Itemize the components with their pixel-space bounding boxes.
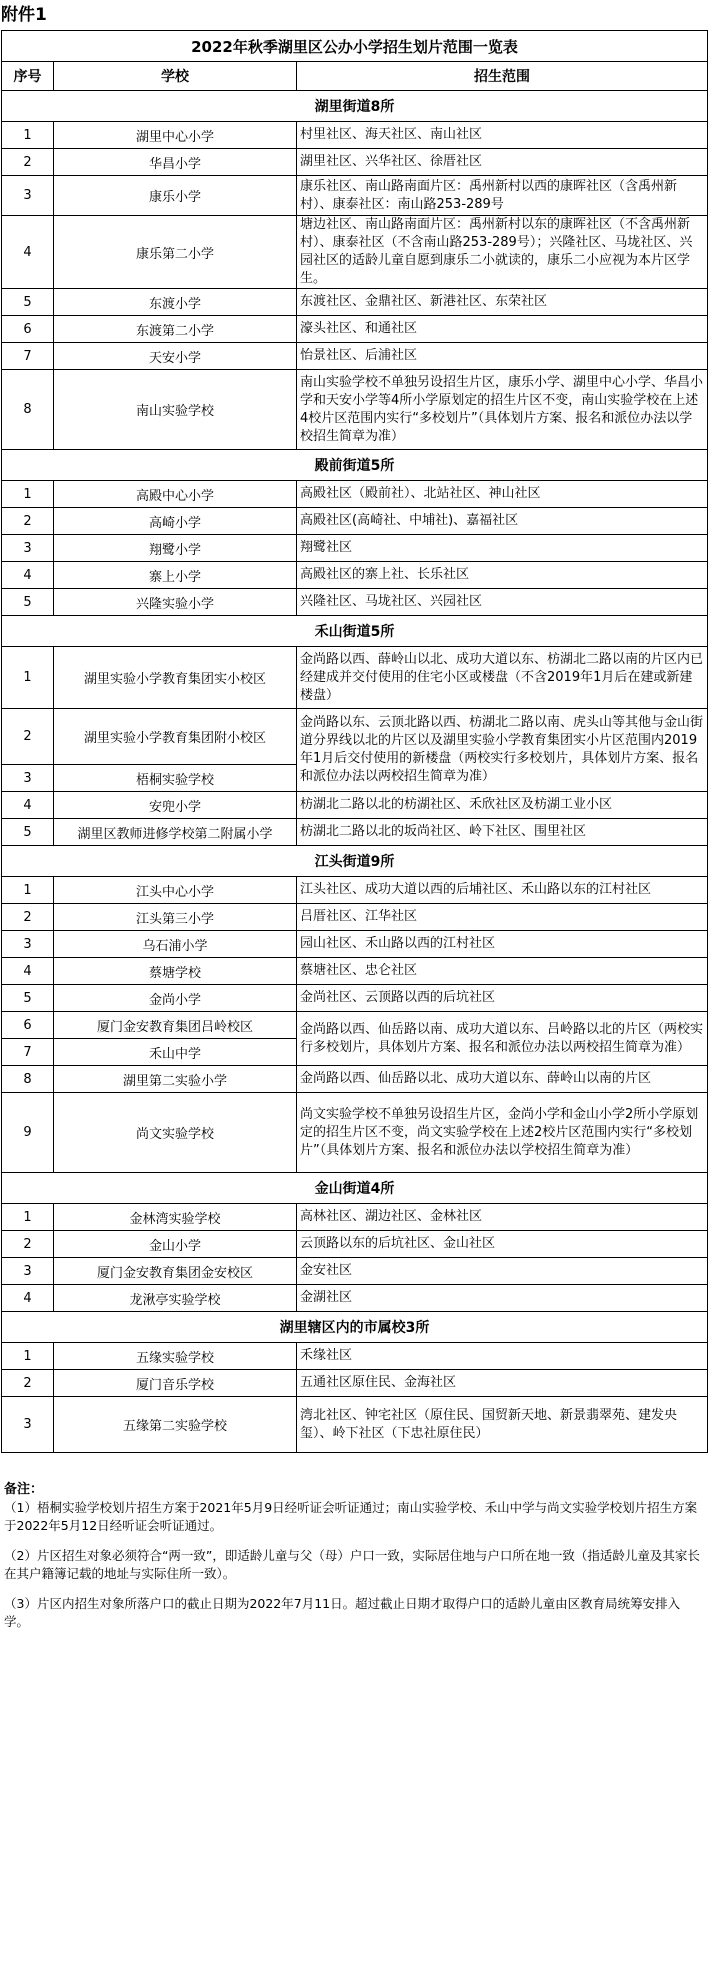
- table-row: [2, 1012, 708, 1039]
- table-row: [2, 1285, 708, 1312]
- attachment-label: 附件1: [1, 5, 47, 25]
- row-number: 3: [2, 535, 54, 562]
- school-name: 湖里第二实验小学: [54, 1066, 297, 1093]
- row-number: 4: [2, 216, 54, 289]
- row-number: 2: [2, 904, 54, 931]
- table-row: [2, 370, 708, 450]
- school-name: 南山实验学校: [54, 370, 297, 450]
- row-number: 2: [2, 1231, 54, 1258]
- table-row: [2, 1231, 708, 1258]
- enrollment-range: 塘边社区、南山路南面片区：禹州新村以东的康晖社区（不含禹州新村）、康泰社区（不含南山路253-289号）；兴隆社区、马垅社区、兴园社区的适龄儿童自愿到康乐二小就读的，康乐二小应视为本片区学生。: [297, 216, 708, 289]
- enrollment-range: 吕厝社区、江华社区: [297, 904, 708, 931]
- enrollment-range: 金尚社区、云顶路以西的后坑社区: [297, 985, 708, 1012]
- row-number: 7: [2, 343, 54, 370]
- table-row: [2, 792, 708, 819]
- school-name: 金尚小学: [54, 985, 297, 1012]
- table-row: [2, 343, 708, 370]
- school-name: 厦门金安教育集团金安校区: [54, 1258, 297, 1285]
- enrollment-range: 枋湖北二路以北的枋湖社区、禾欣社区及枋湖工业小区: [297, 792, 708, 819]
- enrollment-range: 金尚路以东、云顶北路以西、枋湖北二路以南、虎头山等其他与金山街道分界线以北的片区以及湖里实验小学教育集团实小片区范围内2019年1月后交付使用的新楼盘（两校实行多校划片，具体划片方案、报名和派位办法以两校招生简章为准）: [297, 709, 708, 792]
- table-row: [2, 819, 708, 846]
- row-number: 6: [2, 1012, 54, 1039]
- school-name: 兴隆实验小学: [54, 589, 297, 616]
- table-row: [2, 647, 708, 709]
- section-title: 禾山街道5所: [2, 616, 708, 647]
- section-row: [2, 450, 708, 481]
- school-name: 江头第三小学: [54, 904, 297, 931]
- row-number: 3: [2, 765, 54, 792]
- school-name: 五缘第二实验学校: [54, 1397, 297, 1453]
- enrollment-range: 兴隆社区、马垅社区、兴园社区: [297, 589, 708, 616]
- enrollment-range: 金安社区: [297, 1258, 708, 1285]
- table-row: [2, 1397, 708, 1453]
- table-row: [2, 931, 708, 958]
- row-number: 6: [2, 316, 54, 343]
- enrollment-range: 湖里社区、兴华社区、徐厝社区: [297, 149, 708, 176]
- school-name: 厦门音乐学校: [54, 1370, 297, 1397]
- note-item: （2）片区招生对象必须符合“两一致”，即适龄儿童与父（母）户口一致，实际居住地与户口所在地一致（指适龄儿童及其家长在其户籍簿记载的地址与实际住所一致）。: [4, 1548, 700, 1581]
- enrollment-range: 村里社区、海天社区、南山社区: [297, 122, 708, 149]
- school-name: 华昌小学: [54, 149, 297, 176]
- school-name: 梧桐实验学校: [54, 765, 297, 792]
- enrollment-range: 五通社区原住民、金海社区: [297, 1370, 708, 1397]
- enrollment-range: 翔鹭社区: [297, 535, 708, 562]
- school-name: 金林湾实验学校: [54, 1204, 297, 1231]
- school-name: 湖里中心小学: [54, 122, 297, 149]
- enrollment-range: 东渡社区、金鼎社区、新港社区、东荣社区: [297, 289, 708, 316]
- row-number: 5: [2, 985, 54, 1012]
- school-name: 厦门金安教育集团吕岭校区: [54, 1012, 297, 1039]
- row-number: 2: [2, 709, 54, 765]
- school-name: 江头中心小学: [54, 877, 297, 904]
- row-number: 2: [2, 149, 54, 176]
- section-row: [2, 846, 708, 877]
- school-name: 安兜小学: [54, 792, 297, 819]
- school-name: 湖里实验小学教育集团实小校区: [54, 647, 297, 709]
- school-name: 东渡第二小学: [54, 316, 297, 343]
- enrollment-range: 金尚路以西、仙岳路以南、成功大道以东、吕岭路以北的片区（两校实行多校划片，具体划片方案、报名和派位办法以两校招生简章为准）: [297, 1012, 708, 1066]
- enrollment-range: 金尚路以西、薛岭山以北、成功大道以东、枋湖北二路以南的片区内已经建成并交付使用的住宅小区或楼盘（不含2019年1月后在建或新建楼盘）: [297, 647, 708, 709]
- enrollment-range: 高殿社区（殿前社）、北站社区、神山社区: [297, 481, 708, 508]
- table-row: [2, 1343, 708, 1370]
- school-name: 高崎小学: [54, 508, 297, 535]
- table-title: 2022年秋季湖里区公办小学招生划片范围一览表: [2, 31, 708, 62]
- row-number: 4: [2, 958, 54, 985]
- header-no: 序号: [2, 62, 54, 91]
- table-row: [2, 216, 708, 289]
- section-title: 湖里辖区内的市属校3所: [2, 1312, 708, 1343]
- row-number: 1: [2, 1343, 54, 1370]
- table-row: [2, 289, 708, 316]
- enrollment-range: 怡景社区、后浦社区: [297, 343, 708, 370]
- school-name: 翔鹭小学: [54, 535, 297, 562]
- table-row: [2, 316, 708, 343]
- row-number: 1: [2, 877, 54, 904]
- section-row: [2, 91, 708, 122]
- table-row: [2, 589, 708, 616]
- row-number: 1: [2, 647, 54, 709]
- row-number: 2: [2, 508, 54, 535]
- section-row: [2, 1173, 708, 1204]
- table-row: [2, 122, 708, 149]
- table-row: [2, 1066, 708, 1093]
- row-number: 3: [2, 931, 54, 958]
- table-row: [2, 1370, 708, 1397]
- section-row: [2, 616, 708, 647]
- enrollment-range: 尚文实验学校不单独另设招生片区，金尚小学和金山小学2所小学原划定的招生片区不变，尚文实验学校在上述2校片区范围内实行“多校划片”（具体划片方案、报名和派位办法以学校招生简章为准）: [297, 1093, 708, 1173]
- header-range: 招生范围: [297, 62, 708, 91]
- header-school: 学校: [54, 62, 297, 91]
- school-name: 高殿中心小学: [54, 481, 297, 508]
- school-name: 龙湫亭实验学校: [54, 1285, 297, 1312]
- row-number: 7: [2, 1039, 54, 1066]
- enrollment-range: 云顶路以东的后坑社区、金山社区: [297, 1231, 708, 1258]
- school-name: 尚文实验学校: [54, 1093, 297, 1173]
- enrollment-range: 江头社区、成功大道以西的后埔社区、禾山路以东的江村社区: [297, 877, 708, 904]
- row-number: 4: [2, 1285, 54, 1312]
- school-name: 天安小学: [54, 343, 297, 370]
- school-name: 湖里区教师进修学校第二附属小学: [54, 819, 297, 846]
- table-row: [2, 535, 708, 562]
- row-number: 2: [2, 1370, 54, 1397]
- table-row: [2, 508, 708, 535]
- school-name: 蔡塘学校: [54, 958, 297, 985]
- header-row: [2, 62, 708, 91]
- row-number: 5: [2, 589, 54, 616]
- row-number: 3: [2, 1397, 54, 1453]
- section-title: 金山街道4所: [2, 1173, 708, 1204]
- enrollment-range: 蔡塘社区、忠仑社区: [297, 958, 708, 985]
- note-item: （1）梧桐实验学校划片招生方案于2021年5月9日经听证会听证通过；南山实验学校、禾山中学与尚文实验学校划片招生方案于2022年5月12日经听证会听证通过。: [4, 1500, 698, 1533]
- row-number: 8: [2, 1066, 54, 1093]
- row-number: 1: [2, 481, 54, 508]
- school-name: 禾山中学: [54, 1039, 297, 1066]
- notes-heading: 备注：: [4, 1482, 44, 1497]
- title-row: [2, 31, 708, 62]
- row-number: 3: [2, 176, 54, 216]
- enrollment-range: 高殿社区(高崎社、中埔社)、嘉福社区: [297, 508, 708, 535]
- table-row: [2, 149, 708, 176]
- enrollment-range: 湾北社区、钟宅社区（原住民、国贸新天地、新景翡翠苑、建发央玺）、岭下社区（下忠社原住民）: [297, 1397, 708, 1453]
- enrollment-range: 金尚路以西、仙岳路以北、成功大道以东、薛岭山以南的片区: [297, 1066, 708, 1093]
- table-row: [2, 1258, 708, 1285]
- enrollment-range: 南山实验学校不单独另设招生片区，康乐小学、湖里中心小学、华昌小学和天安小学等4所小学原划定的招生片区不变，南山实验学校在上述4校片区范围内实行“多校划片”（具体划片方案、报名和派位办法以学校招生简章为准）: [297, 370, 708, 450]
- table-row: [2, 1204, 708, 1231]
- table-row: [2, 904, 708, 931]
- enrollment-range: 康乐社区、南山路南面片区：禹州新村以西的康晖社区（含禹州新村）、康泰社区：南山路253-289号: [297, 176, 708, 216]
- table-row: [2, 176, 708, 216]
- school-name: 五缘实验学校: [54, 1343, 297, 1370]
- school-name: 康乐第二小学: [54, 216, 297, 289]
- row-number: 1: [2, 122, 54, 149]
- school-name: 湖里实验小学教育集团附小校区: [54, 709, 297, 765]
- section-title: 殿前街道5所: [2, 450, 708, 481]
- table-row: [2, 481, 708, 508]
- section-title: 江头街道9所: [2, 846, 708, 877]
- section-row: [2, 1312, 708, 1343]
- school-name: 乌石浦小学: [54, 931, 297, 958]
- table-row: [2, 958, 708, 985]
- school-name: 东渡小学: [54, 289, 297, 316]
- school-name: 寨上小学: [54, 562, 297, 589]
- row-number: 4: [2, 792, 54, 819]
- enrollment-range: 高殿社区的寨上社、长乐社区: [297, 562, 708, 589]
- enrollment-range: 金湖社区: [297, 1285, 708, 1312]
- row-number: 5: [2, 289, 54, 316]
- row-number: 3: [2, 1258, 54, 1285]
- section-title: 湖里街道8所: [2, 91, 708, 122]
- table-row: [2, 709, 708, 765]
- enrollment-range: 高林社区、湖边社区、金林社区: [297, 1204, 708, 1231]
- row-number: 9: [2, 1093, 54, 1173]
- enrollment-range: 枋湖北二路以北的坂尚社区、岭下社区、围里社区: [297, 819, 708, 846]
- table-row: [2, 562, 708, 589]
- notes: [0, 1481, 704, 1631]
- enrollment-range: 禾缘社区: [297, 1343, 708, 1370]
- enrollment-range: 园山社区、禾山路以西的江村社区: [297, 931, 708, 958]
- enrollment-range: 濠头社区、和通社区: [297, 316, 708, 343]
- row-number: 8: [2, 370, 54, 450]
- enrollment-table: [1, 30, 708, 1453]
- table-row: [2, 877, 708, 904]
- table-row: [2, 1093, 708, 1173]
- row-number: 4: [2, 562, 54, 589]
- note-item: （3）片区内招生对象所落户口的截止日期为2022年7月11日。超过截止日期才取得户口的适龄儿童由区教育局统筹安排入学。: [4, 1596, 681, 1629]
- table-row: [2, 985, 708, 1012]
- row-number: 5: [2, 819, 54, 846]
- school-name: 金山小学: [54, 1231, 297, 1258]
- school-name: 康乐小学: [54, 176, 297, 216]
- row-number: 1: [2, 1204, 54, 1231]
